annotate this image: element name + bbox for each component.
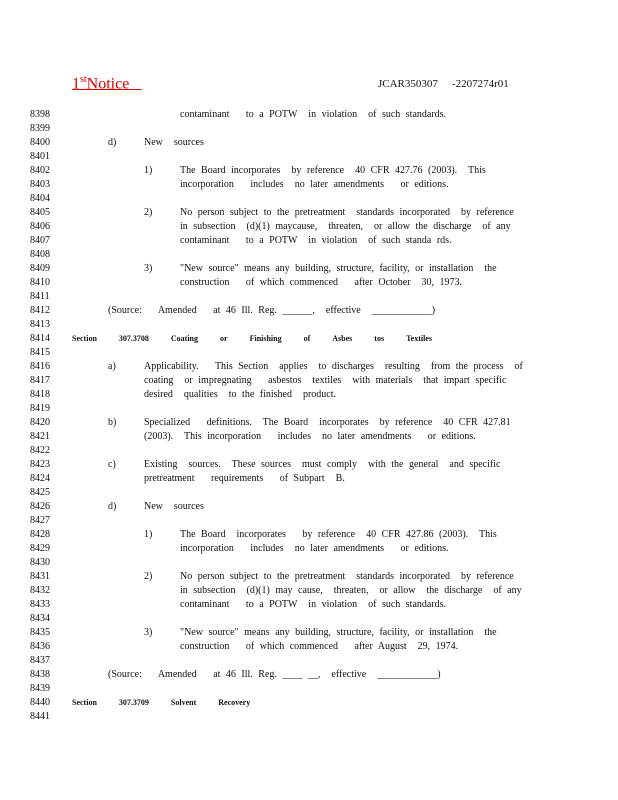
- line-number: 8410: [30, 277, 50, 288]
- line-text: Applicability. This Section applies to discharges resulting from the process of: [144, 361, 523, 372]
- line-text: (2003). This incorporation includes no later amendments or editions.: [144, 431, 476, 442]
- line-number: 8439: [30, 683, 50, 694]
- line-number: 8420: [30, 417, 50, 428]
- line-number: 8417: [30, 375, 50, 386]
- line-text: 1): [144, 529, 153, 540]
- line-text: Specialized definitions. The Board incorporates by reference 40 CFR 427.81: [144, 417, 511, 428]
- line-number: 8435: [30, 627, 50, 638]
- line-text: "New source" means any building, structure, facility, or installation the: [180, 627, 497, 638]
- line-text: Existing sources. These sources must comply with the general and specific: [144, 459, 501, 470]
- line-text: coating or impregnating asbestos textiles with materials that impart specific: [144, 375, 507, 386]
- line-text: 3): [144, 627, 153, 638]
- line-text: d): [108, 501, 117, 512]
- line-text: The Board incorporates by reference 40 CFR 427.76 (2003). This: [180, 165, 486, 176]
- line-number: 8429: [30, 543, 50, 554]
- line-number: 8421: [30, 431, 50, 442]
- line-number: 8431: [30, 571, 50, 582]
- line-number: 8441: [30, 711, 50, 722]
- line-number: 8437: [30, 655, 50, 666]
- line-text: 1): [144, 165, 153, 176]
- section-heading: Section 307.3709 Solvent Recovery: [72, 698, 251, 707]
- line-number: 8409: [30, 263, 50, 274]
- line-number: 8399: [30, 123, 50, 134]
- line-text: No person subject to the pretreatment standards incorporated by reference: [180, 207, 514, 218]
- line-number: 8404: [30, 193, 50, 204]
- line-number: 8426: [30, 501, 50, 512]
- line-text: contaminant to a POTW in violation of such standards.: [180, 109, 447, 120]
- line-number: 8403: [30, 179, 50, 190]
- line-number: 8412: [30, 305, 50, 316]
- line-number: 8432: [30, 585, 50, 596]
- section-heading: Section 307.3708 Coating or Finishing of Asbes tos Textiles: [72, 334, 432, 343]
- line-number: 8415: [30, 347, 50, 358]
- line-text: in subsection (d)(1) maycause, threaten, or allow the discharge of any: [180, 221, 511, 232]
- line-text: "New source" means any building, structure, facility, or installation the: [180, 263, 497, 274]
- line-number: 8423: [30, 459, 50, 470]
- line-text: contaminant to a POTW in violation of such standa rds.: [180, 235, 452, 246]
- line-text: (Source: Amended at 46 Ill. Reg. ____ __, effective ____________): [108, 669, 441, 680]
- line-number: 8436: [30, 641, 50, 652]
- line-text: New sources: [144, 501, 204, 512]
- line-number: 8425: [30, 487, 50, 498]
- notice-heading: 1stNotice: [72, 74, 130, 93]
- line-number: 8438: [30, 669, 50, 680]
- line-text: c): [108, 459, 116, 470]
- line-number: 8398: [30, 109, 50, 120]
- line-text: (Source: Amended at 46 Ill. Reg. ______, effective ____________): [108, 305, 436, 316]
- line-number: 8416: [30, 361, 50, 372]
- line-number: 8434: [30, 613, 50, 624]
- line-number: 8430: [30, 557, 50, 568]
- line-number: 8427: [30, 515, 50, 526]
- line-text: contaminant to a POTW in violation of such standards.: [180, 599, 447, 610]
- line-text: New sources: [144, 137, 204, 148]
- line-number: 8406: [30, 221, 50, 232]
- line-text: 2): [144, 571, 153, 582]
- line-text: incorporation includes no later amendments or editions.: [180, 179, 449, 190]
- line-number: 8407: [30, 235, 50, 246]
- line-number: 8433: [30, 599, 50, 610]
- line-text: construction of which commenced after October 30, 1973.: [180, 277, 463, 288]
- line-text: construction of which commenced after August 29, 1974.: [180, 641, 459, 652]
- line-text: incorporation includes no later amendments or editions.: [180, 543, 449, 554]
- line-number: 8405: [30, 207, 50, 218]
- line-text: No person subject to the pretreatment standards incorporated by reference: [180, 571, 514, 582]
- line-number: 8400: [30, 137, 50, 148]
- line-number: 8411: [30, 291, 50, 302]
- line-number: 8422: [30, 445, 50, 456]
- line-number: 8419: [30, 403, 50, 414]
- line-number: 8414: [30, 333, 50, 344]
- line-number: 8418: [30, 389, 50, 400]
- line-number: 8424: [30, 473, 50, 484]
- line-text: 2): [144, 207, 153, 218]
- line-number: 8440: [30, 697, 50, 708]
- line-number: 8408: [30, 249, 50, 260]
- line-number: 8428: [30, 529, 50, 540]
- line-text: pretreatment requirements of Subpart B.: [144, 473, 345, 484]
- line-text: desired qualities to the finished product.: [144, 389, 337, 400]
- line-text: The Board incorporates by reference 40 CFR 427.86 (2003). This: [180, 529, 497, 540]
- line-number: 8413: [30, 319, 50, 330]
- document-code: JCAR350307 -2207274r01: [378, 78, 509, 90]
- line-text: in subsection (d)(1) may cause, threaten, or allow the discharge of any: [180, 585, 522, 596]
- line-text: b): [108, 417, 117, 428]
- line-number: 8401: [30, 151, 50, 162]
- line-text: d): [108, 137, 117, 148]
- line-number: 8402: [30, 165, 50, 176]
- line-text: 3): [144, 263, 153, 274]
- line-text: a): [108, 361, 116, 372]
